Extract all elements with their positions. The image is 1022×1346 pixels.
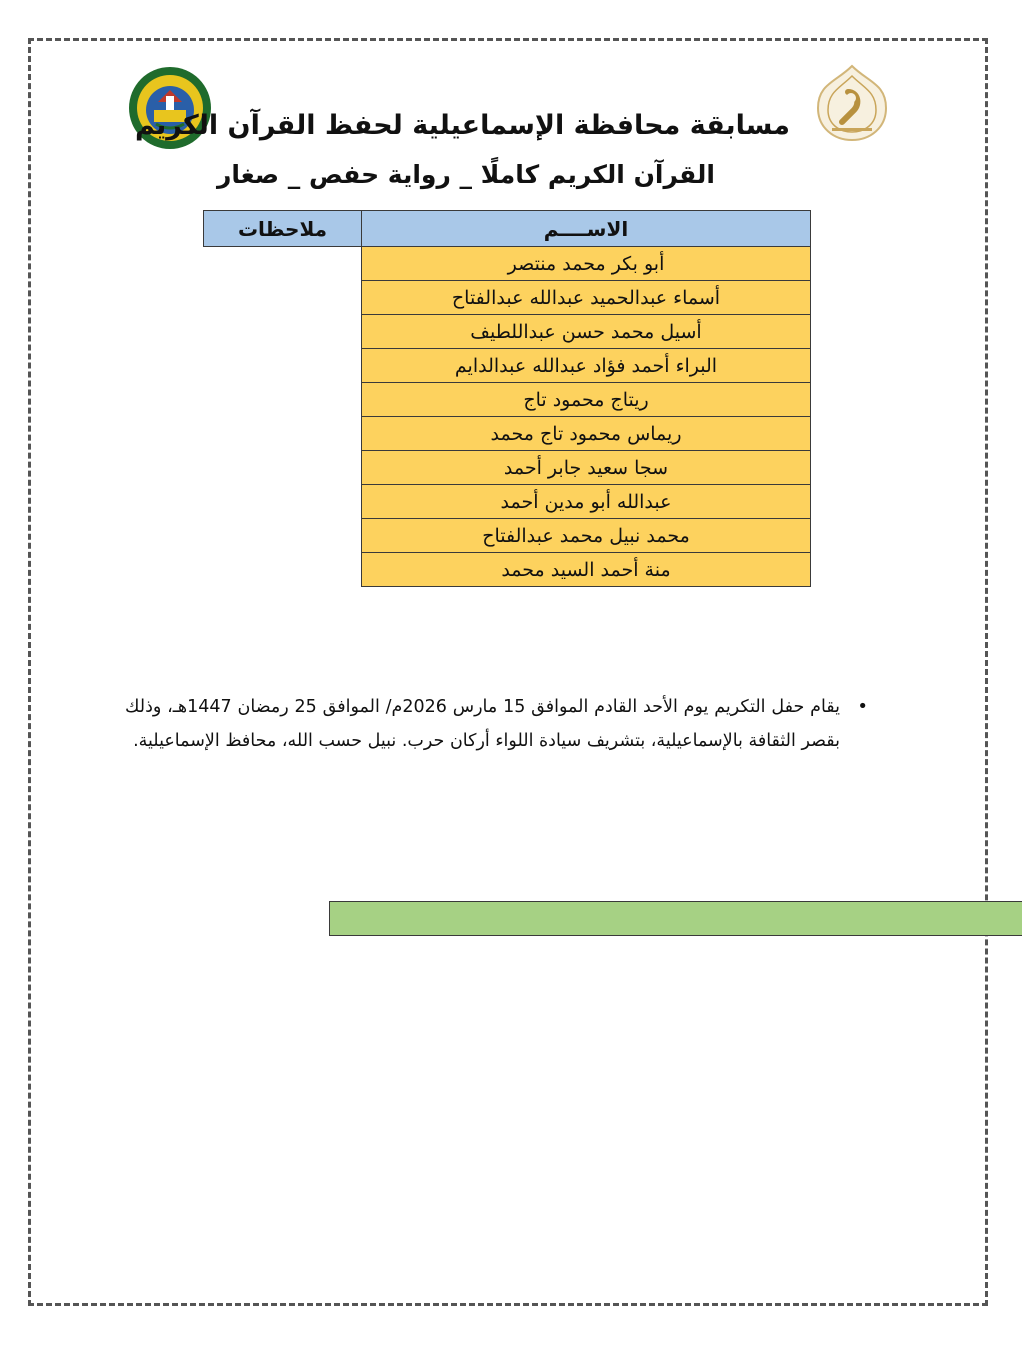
participant-name-cell: البراء أحمد فؤاد عبدالله عبدالدايم — [362, 349, 811, 383]
ceremony-announcement — [125, 690, 868, 758]
participant-name-cell: أسيل محمد حسن عبداللطيف — [362, 315, 811, 349]
notes-column-header: ملاحظات — [204, 211, 362, 247]
table-row — [204, 519, 811, 553]
bullet-icon: • — [857, 696, 868, 717]
table-row — [204, 349, 811, 383]
participant-name-cell: سجا سعيد جابر أحمد — [362, 451, 811, 485]
participant-name-cell: ريماس محمود تاج محمد — [362, 417, 811, 451]
participants-table — [203, 210, 811, 587]
table-header-row — [204, 211, 811, 247]
participant-name-cell: محمد نبيل محمد عبدالفتاح — [362, 519, 811, 553]
competition-title: مسابقة محافظة الإسماعيلية لحفظ القرآن الكريم — [134, 110, 790, 141]
table-row — [204, 281, 811, 315]
participant-name-cell: ريتاج محمود تاج — [362, 383, 811, 417]
announcement-text: يقام حفل التكريم يوم الأحد القادم الموافق 15 مارس 2026م/ الموافق 25 رمضان 1447هـ، وذلك بقصر الثقافة بالإسماعيلية، بتشريف سيادة اللواء أركان حرب. نبيل حسب الله، محافظ الإسماعيلية. — [125, 697, 840, 751]
table-row — [204, 417, 811, 451]
table-row — [204, 553, 811, 587]
table-row — [204, 485, 811, 519]
participant-notes-cell — [329, 901, 1022, 936]
table-row — [204, 383, 811, 417]
table-row — [204, 451, 811, 485]
competition-logo-icon — [810, 62, 894, 146]
participant-name-cell: عبدالله أبو مدين أحمد — [362, 485, 811, 519]
table-row — [204, 247, 811, 281]
participant-name-cell: منة أحمد السيد محمد — [362, 553, 811, 587]
participant-name-cell: أسماء عبدالحميد عبدالله عبدالفتاح — [362, 281, 811, 315]
participant-name-cell: أبو بكر محمد منتصر — [362, 247, 811, 281]
table-row — [204, 315, 811, 349]
competition-subtitle: القرآن الكريم كاملًا _ رواية حفص _ صغار — [217, 160, 715, 189]
name-column-header: الاســــم — [362, 211, 811, 247]
